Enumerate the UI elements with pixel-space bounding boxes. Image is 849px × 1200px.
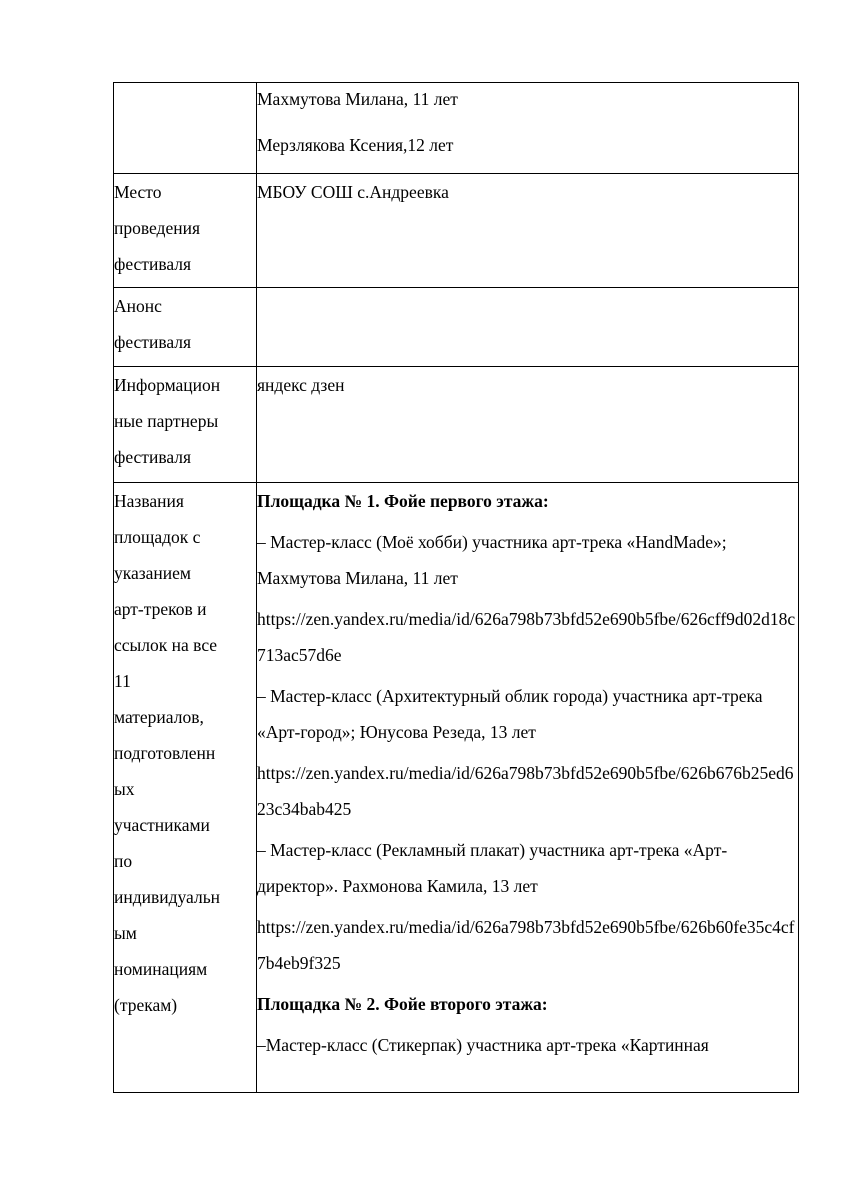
table-row: [114, 483, 799, 1093]
label-line: материалов,: [114, 707, 204, 727]
label-cell: [114, 483, 257, 1093]
participant-name: Махмутова Милана, 11 лет: [257, 89, 458, 109]
label-line: по: [114, 851, 133, 871]
masterclass-2: – Мастер-класс (Архитектурный облик города) участника арт-трека «Арт-город»; Юнусова Резеда, 13 лет: [257, 686, 763, 742]
value-cell: [257, 367, 799, 483]
label-line: указанием: [114, 563, 192, 583]
label-cell: [114, 367, 257, 483]
value-cell: [257, 483, 799, 1093]
label-line: проведения: [114, 218, 201, 238]
label-line: Место: [114, 182, 162, 202]
venue-1-title: Площадка № 1. Фойе первого этажа:: [257, 491, 549, 511]
label-line: фестиваля: [114, 447, 192, 467]
label-line: Анонс: [114, 296, 162, 316]
label-line: (трекам): [114, 995, 178, 1015]
label-line: индивидуальн: [114, 887, 221, 907]
label-line: Названия: [114, 491, 184, 511]
label-line: арт-треков и: [114, 599, 207, 619]
venue-2-title: Площадка № 2. Фойе второго этажа:: [257, 994, 548, 1014]
value-cell: [257, 83, 799, 174]
masterclass-4: –Мастер-класс (Стикерпак) участника арт-трека «Картинная: [257, 1035, 709, 1055]
label-line: площадок с: [114, 527, 201, 547]
label-line: 11: [114, 671, 131, 691]
label-cell: [114, 288, 257, 367]
masterclass-3: – Мастер-класс (Рекламный плакат) участника арт-трека «Арт-директор». Рахмонова Камила, 13 лет: [257, 840, 728, 896]
label-line: ым: [114, 923, 137, 943]
table-row: [114, 288, 799, 367]
label-line: номинациям: [114, 959, 208, 979]
value-cell: [257, 174, 799, 288]
masterclass-1: – Мастер-класс (Моё хобби) участника арт-трека «HandMade»; Махмутова Милана, 11 лет: [257, 532, 727, 588]
label-line: фестиваля: [114, 332, 192, 352]
label-line: Информацион: [114, 375, 221, 395]
table-row: [114, 367, 799, 483]
masterclass-2-link[interactable]: https://zen.yandex.ru/media/id/626a798b73bfd52e690b5fbe/626b676b25ed623c34bab425: [257, 763, 794, 819]
masterclass-3-link[interactable]: https://zen.yandex.ru/media/id/626a798b73bfd52e690b5fbe/626b60fe35c4cf7b4eb9f325: [257, 917, 795, 973]
label-line: подготовленн: [114, 743, 216, 763]
label-line: фестиваля: [114, 254, 192, 274]
label-line: ссылок на все: [114, 635, 218, 655]
label-cell: [114, 174, 257, 288]
label-line: ные партнеры: [114, 411, 219, 431]
venue-value: МБОУ СОШ с.Андреевка: [257, 182, 449, 202]
value-cell: [257, 288, 799, 367]
table-row: [114, 83, 799, 174]
label-cell: [114, 83, 257, 174]
label-line: участниками: [114, 815, 210, 835]
participant-name: Мерзлякова Ксения,12 лет: [257, 135, 454, 155]
masterclass-1-link[interactable]: https://zen.yandex.ru/media/id/626a798b73bfd52e690b5fbe/626cff9d02d18c713ac57d6e: [257, 609, 796, 665]
partner-value: яндекс дзен: [257, 375, 345, 395]
label-line: ых: [114, 779, 135, 799]
table-row: [114, 174, 799, 288]
festival-info-table: [113, 82, 799, 1093]
